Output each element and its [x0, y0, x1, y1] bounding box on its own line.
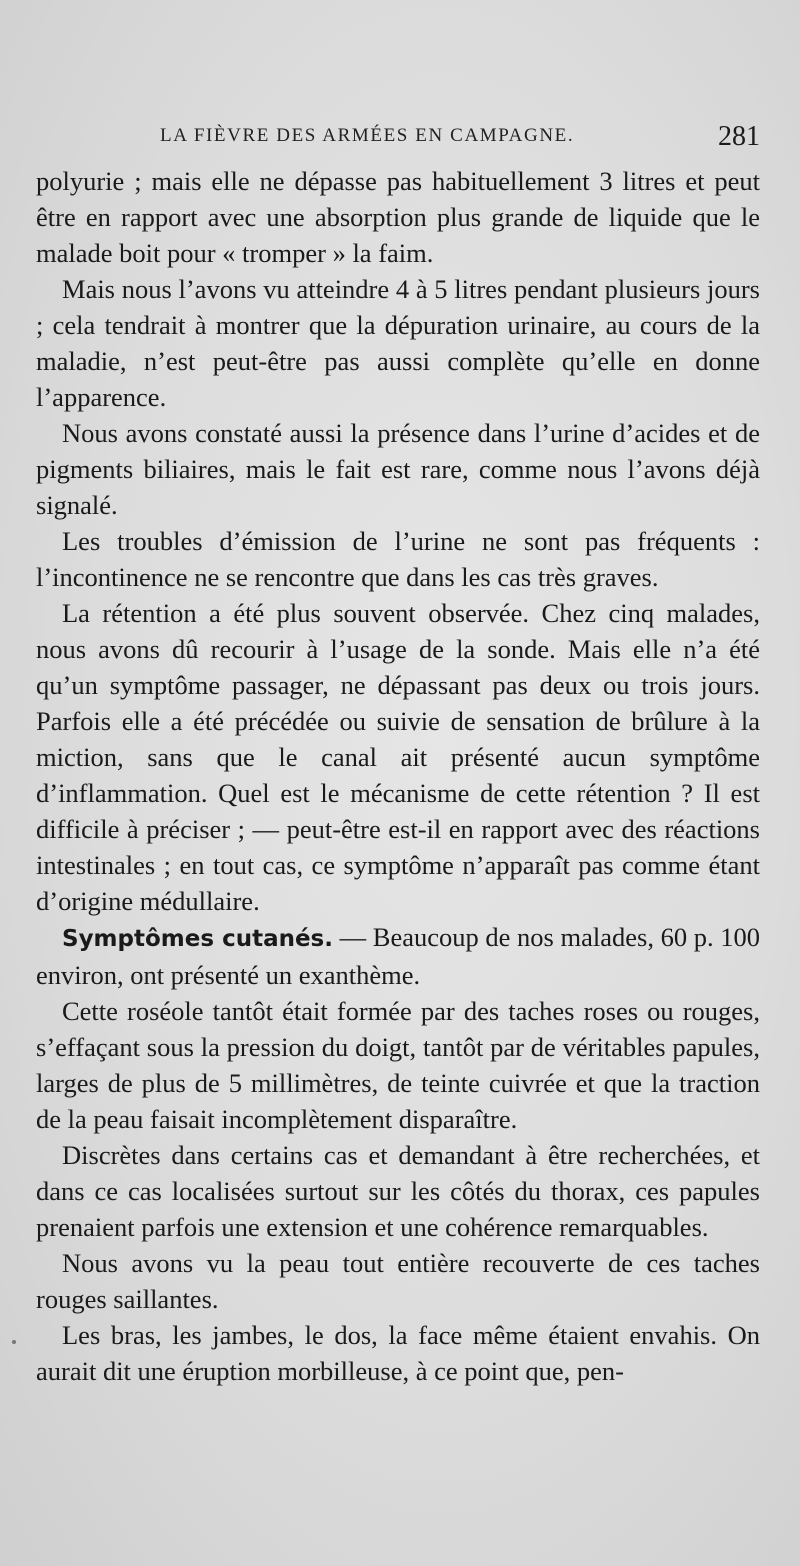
paragraph-peau: Nous avons vu la peau tout entière recouverte de ces taches rouges saillantes.	[36, 1248, 760, 1314]
paper-speck	[12, 1340, 16, 1344]
page-header	[160, 121, 760, 155]
paragraph-roseole: Cette roséole tantôt était formée par des taches roses ou rouges, s’effaçant sous la pression du doigt, tantôt par de véritables papules, larges de plus de 5 millimètres, de teinte cuivrée et que la traction de la peau faisait incomplètement disparaître.	[36, 996, 760, 1134]
paragraph-bile-acids: Nous avons constaté aussi la présence dans l’urine d’acides et de pigments biliaires, mais le fait est rare, comme nous l’avons déjà signalé.	[36, 418, 760, 520]
paragraph-discretes: Discrètes dans certains cas et demandant à être recherchées, et dans ce cas localisées surtout sur les côtés du thorax, ces papules prenaient parfois une extension et une cohérence remarquables.	[36, 1140, 760, 1242]
paragraph-emission-troubles: Les troubles d’émission de l’urine ne sont pas fréquents : l’incontinence ne se rencontre que dans les cas très graves.	[36, 526, 760, 592]
paragraph-retention: La rétention a été plus souvent observée. Chez cinq malades, nous avons dû recourir à l’usage de la sonde. Mais elle n’a été qu’un symptôme passager, ne dépassant pas deux ou trois jours. Parfois elle a été précédée ou suivie de sensation de brûlure à la miction, sans que le canal ait présenté aucun symptôme d’inflammation. Quel est le mécanisme de cette rétention ? Il est difficile à préciser ; — peut-être est-il en rapport avec des réactions intestinales ; en tout cas, ce symptôme n’apparaît pas comme étant d’origine médullaire.	[36, 598, 760, 916]
paragraph-quantity: Mais nous l’avons vu atteindre 4 à 5 litres pendant plusieurs jours ; cela tendrait à montrer que la dépuration urinaire, au cours de la maladie, n’est peut-être pas aussi complète qu’elle en donne l’apparence.	[36, 274, 760, 412]
body-text	[36, 163, 760, 1389]
running-title: LA FIÈVRE DES ARMÉES EN CAMPAGNE.	[160, 125, 575, 146]
paragraph-bras: Les bras, les jambes, le dos, la face même étaient envahis. On aurait dit une éruption morbilleuse, à ce point que, pen-	[36, 1320, 760, 1386]
paragraph-cutaneous-symptoms	[36, 919, 760, 993]
page-number: 281	[718, 121, 760, 152]
section-heading: Symptômes cutanés.	[62, 926, 333, 952]
paragraph-polyurie: polyurie ; mais elle ne dépasse pas habituellement 3 litres et peut être en rapport avec une absorption plus grande de liquide que le malade boit pour « tromper » la faim.	[36, 166, 760, 268]
section-intro: — Beaucoup de nos malades, 60 p. 100 environ, ont présenté un exanthème.	[36, 922, 760, 990]
